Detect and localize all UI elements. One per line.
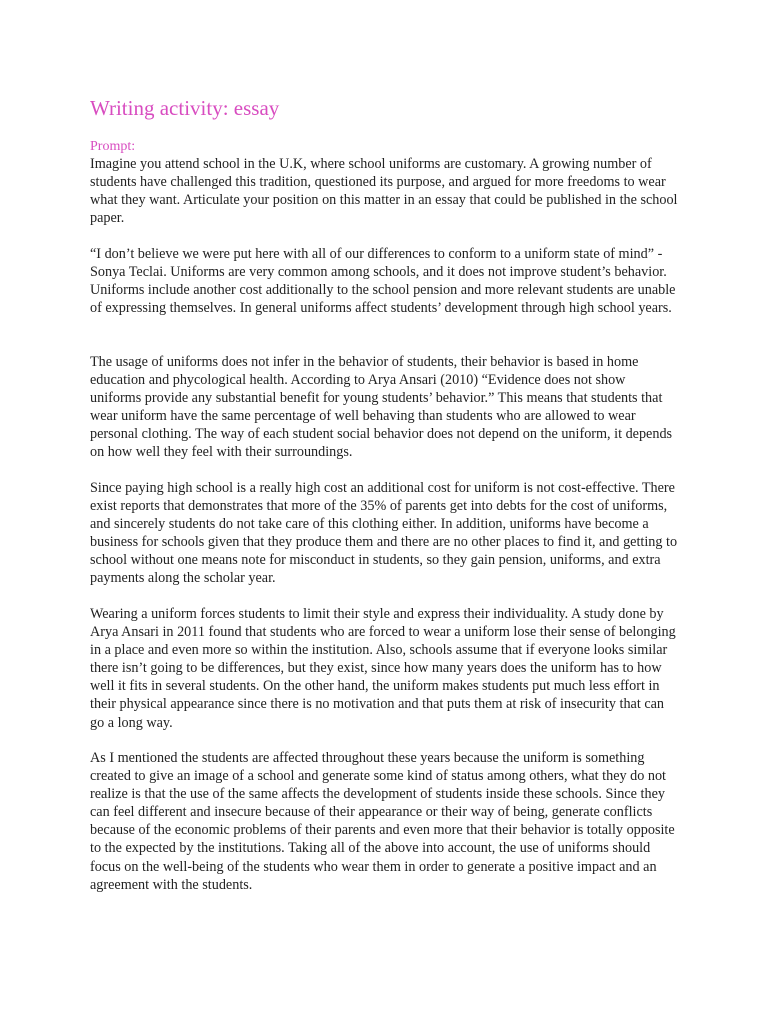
essay-paragraph-cost: Since paying high school is a really high cost an additional cost for uniform is not cost-effective. There exist reports that demonstrates that more of the 35% of parents get into debts for the cost of uniforms, and sincerely students do not take care of this clothing either. In addition, uniforms have become a business for schools given that they produce them and there are no other places to find it, and getting to school without one means note for misconduct in students, so they gain pension, uniforms, and extra payments along the scholar year. <box>90 480 678 587</box>
essay-paragraph-intro: “I don’t believe we were put here with all of our differences to conform to a uniform state of mind” - Sonya Teclai. Uniforms are very common among schools, and it does not improve student’s behavior. Uniforms include another cost additionally to the school pension and more relevant students are unable of expressing themselves. In general uniforms affect students’ development through high school years. <box>90 246 676 317</box>
essay-paragraph-behavior: The usage of uniforms does not infer in the behavior of students, their behavior is based in home education and phycological health. According to Arya Ansari (2010) “Evidence does not show uniforms provide any substantial benefit for young students’ behavior.” This means that students that wear uniform have the same percentage of well behaving than students who are allowed to wear personal clothing. The way of each student social behavior does not depend on the uniform, it depends on how well they feel with their surroundings. <box>90 354 673 461</box>
prompt-text: Imagine you attend school in the U.K, where school uniforms are customary. A growing number of students have challenged this tradition, questioned its purpose, and argued for more freedoms to wear what they want. Articulate your position on this matter in an essay that could be published in the school paper. <box>90 156 678 227</box>
page-title: Writing activity: essay <box>90 96 280 120</box>
essay-paragraph-conclusion: As I mentioned the students are affected throughout these years because the uniform is something created to give an image of a school and generate some kind of status among others, what they do not realize is that the use of the same affects the development of students inside these schools. Since they can feel different and insecure because of their appearance or their way of being, generate conflicts because of the economic problems of their parents and even more that their behavior is totally opposite to the expected by the institutions. Taking all of the above into account, the use of uniforms should focus on the well-being of the students who wear them in order to generate a positive impact and an agreement with the students. <box>90 750 675 893</box>
prompt-label: Prompt: <box>90 139 136 154</box>
essay-paragraph-individuality: Wearing a uniform forces students to limit their style and express their individuality. A study done by Arya Ansari in 2011 found that students who are forced to wear a uniform lose their sense of belonging in a place and even more so within the institution. Also, schools assume that if everyone looks similar there isn’t going to be differences, but they exist, since how many years does the uniform has to how well it fits in several students. On the other hand, the uniform makes students put much less effort in their physical appearance since there is no motivation and that puts them at risk of insecurity that can go a long way. <box>90 606 676 731</box>
